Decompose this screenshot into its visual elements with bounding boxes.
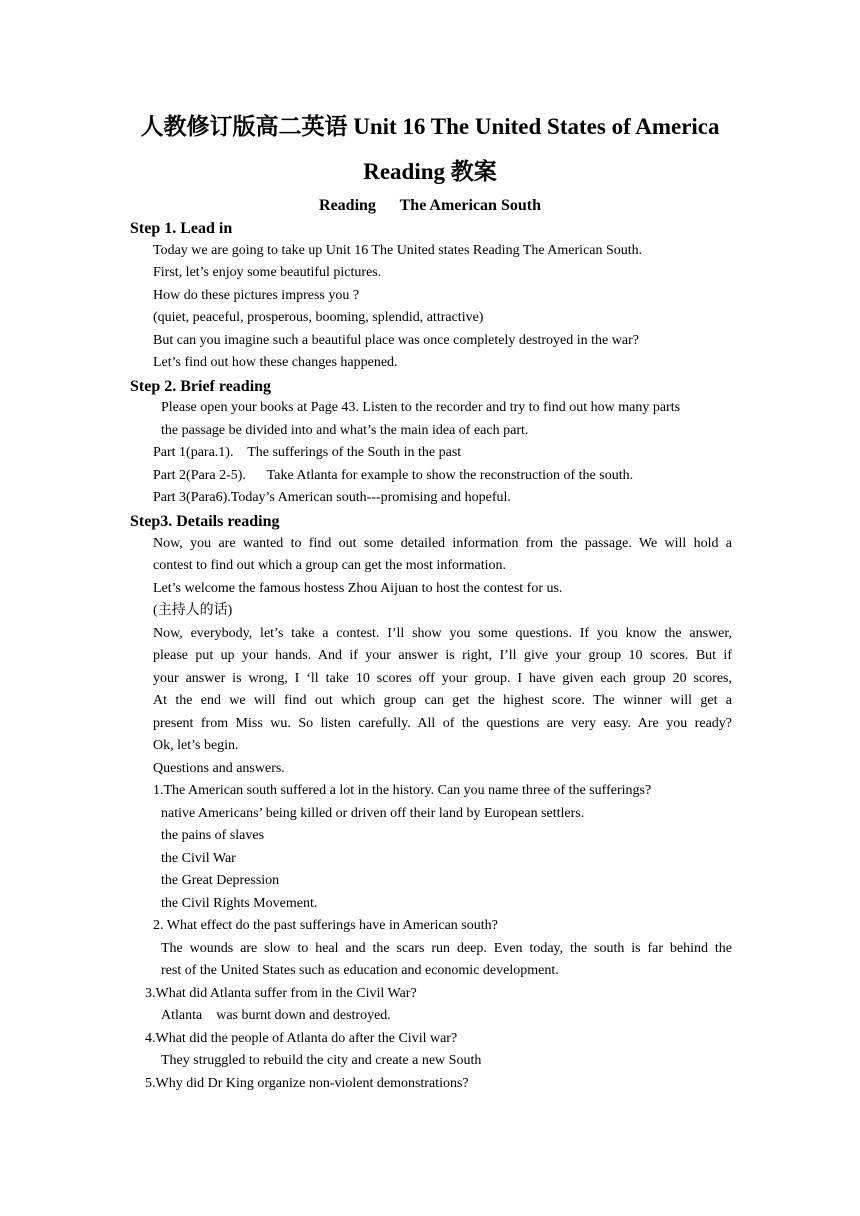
step1-line: Let’s find out how these changes happened. bbox=[153, 355, 398, 370]
step3-heading: Step3. Details reading bbox=[130, 513, 280, 530]
step3-contest-line: At the end we will find out which group can get the highest score. The winner will get a bbox=[153, 693, 732, 708]
document-title-line2: Reading 教案 bbox=[363, 159, 497, 184]
step1-line: But can you imagine such a beautiful place was once completely destroyed in the war? bbox=[153, 333, 639, 348]
step2-intro-line: Please open your books at Page 43. Listen to the recorder and try to find out how many parts bbox=[161, 400, 681, 415]
answer-line: native Americans’ being killed or driven off their land by European settlers. bbox=[161, 806, 585, 821]
question-5: 5.Why did Dr King organize non-violent demonstrations? bbox=[145, 1076, 469, 1091]
answer-line: The wounds are slow to heal and the scars run deep. Even today, the south is far behind the bbox=[161, 941, 732, 956]
question-4: 4.What did the people of Atlanta do after the Civil war? bbox=[145, 1031, 458, 1046]
step3-contest-line: present from Miss wu. So listen carefully. All of the questions are very easy. Are you ready? bbox=[153, 716, 732, 731]
step3-host-note: (主持人的话) bbox=[153, 603, 233, 618]
question-1: 1.The American south suffered a lot in the history. Can you name three of the sufferings? bbox=[153, 783, 652, 798]
step3-welcome: Let’s welcome the famous hostess Zhou Aijuan to host the contest for us. bbox=[153, 581, 563, 596]
step1-line: First, let’s enjoy some beautiful pictures. bbox=[153, 265, 382, 280]
step2-intro-line: the passage be divided into and what’s the main idea of each part. bbox=[161, 423, 529, 438]
step2-part: Part 1(para.1). The sufferings of the South in the past bbox=[153, 445, 462, 460]
step1-heading: Step 1. Lead in bbox=[130, 220, 233, 237]
step3-contest-line: Ok, let’s begin. bbox=[153, 738, 239, 753]
step3-contest-line: your answer is wrong, I ‘ll take 10 scores off your group. I have given each group 20 scores, bbox=[153, 671, 732, 686]
step1-line: Today we are going to take up Unit 16 The United states Reading The American South. bbox=[153, 243, 643, 258]
step1-line: (quiet, peaceful, prosperous, booming, splendid, attractive) bbox=[153, 310, 484, 325]
question-3: 3.What did Atlanta suffer from in the Civil War? bbox=[145, 986, 417, 1001]
answer-line: the Civil War bbox=[161, 851, 236, 866]
step3-contest-line: please put up your hands. And if your answer is right, I’ll give your group 10 scores. But if bbox=[153, 648, 732, 663]
step3-paragraph-line: Now, you are wanted to find out some detailed information from the passage. We will hold a bbox=[153, 536, 732, 551]
answer-line: the pains of slaves bbox=[161, 828, 265, 843]
answer-line: rest of the United States such as education and economic development. bbox=[161, 963, 559, 978]
step2-part: Part 3(Para6).Today’s American south---promising and hopeful. bbox=[153, 490, 511, 505]
answer-line: Atlanta was burnt down and destroyed. bbox=[161, 1008, 391, 1023]
answer-line: the Civil Rights Movement. bbox=[161, 896, 318, 911]
document-subtitle: Reading The American South bbox=[319, 197, 541, 214]
question-2: 2. What effect do the past sufferings have in American south? bbox=[153, 918, 498, 933]
step2-heading: Step 2. Brief reading bbox=[130, 378, 272, 395]
step3-contest-line: Now, everybody, let’s take a contest. I’ll show you some questions. If you know the answer, bbox=[153, 626, 732, 641]
answer-line: the Great Depression bbox=[161, 873, 280, 888]
step1-line: How do these pictures impress you ? bbox=[153, 288, 360, 303]
step3-paragraph-line: contest to find out which a group can get the most information. bbox=[153, 558, 507, 573]
qa-heading: Questions and answers. bbox=[153, 761, 285, 776]
step2-part: Part 2(Para 2-5). Take Atlanta for example to show the reconstruction of the south. bbox=[153, 468, 634, 483]
answer-line: They struggled to rebuild the city and create a new South bbox=[161, 1053, 482, 1068]
document-title-line1: 人教修订版高二英语 Unit 16 The United States of America bbox=[140, 114, 720, 139]
